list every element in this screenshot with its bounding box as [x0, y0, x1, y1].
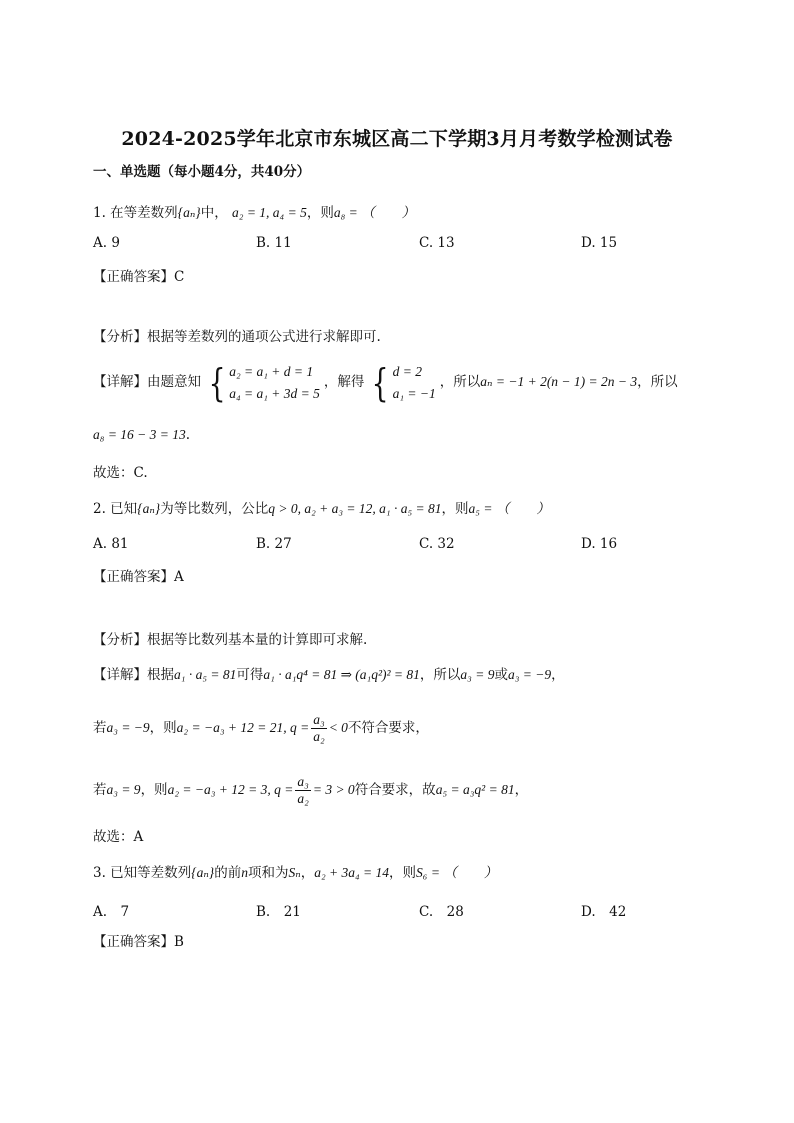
q2-d1-or: 或: [494, 667, 508, 683]
q1-analysis: 【分析】根据等差数列的通项公式进行求解即可.: [93, 329, 381, 345]
question-3-stem: [93, 863, 497, 883]
q3-stem-mid3: ，: [300, 865, 315, 881]
q2-d2-eq1: a₃ = −9: [106, 720, 150, 735]
q2-detail-line-3: [93, 772, 528, 808]
q1-equation-system-2: { d = 2 a₁ = −1: [372, 360, 436, 405]
q2-d1-pre: 【详解】根据: [93, 667, 174, 683]
q2-d3-end: ，: [514, 782, 529, 798]
q2-d3-denominator: a₂: [297, 791, 309, 806]
q1-stem-mid: 中，: [200, 205, 228, 221]
question-1-stem: [93, 203, 415, 223]
q3-option-d: D. 42: [581, 904, 627, 920]
q2-d3-eq4: a₅ = a₃q² = 81: [435, 782, 515, 797]
q2-d1-eq1: a₁ · a₅ = 81: [174, 667, 237, 682]
q2-d3-pre: 若: [93, 782, 107, 798]
q3-stem-pre: 3. 已知等差数列: [93, 865, 192, 881]
q2-d1-eq2: a₁ · a₁q⁴ = 81 ⇒ (a₁q²)² = 81: [263, 667, 420, 682]
q1-condition: a₂ = 1, a₄ = 5: [232, 205, 307, 220]
q2-detail-line-1: [93, 665, 565, 685]
q3-stem-mid2: 项和为: [247, 865, 289, 881]
q2-stem-post: ，则: [441, 501, 469, 517]
q2-analysis: 【分析】根据等比数列基本量的计算即可求解.: [93, 632, 368, 648]
q1-option-a: A. 9: [93, 235, 120, 251]
q2-sequence: {aₙ}: [137, 501, 161, 516]
q1-conclusion: 故选：C.: [93, 465, 148, 481]
q2-d2-fraction: [311, 712, 326, 745]
q2-option-d: D. 16: [581, 536, 618, 552]
q1-system2-row2: a₁ = −1: [392, 385, 436, 401]
q1-system1-row1: a₂ = a₁ + d = 1: [229, 363, 314, 379]
q2-condition: q > 0, a₂ + a₃ = 12, a₁ · a₅ = 81: [268, 501, 442, 516]
q2-d1-eq3: a₃ = 9: [460, 667, 495, 682]
q2-d3-eq2: a₂ = −a₃ + 12 = 3, q =: [167, 782, 294, 797]
q2-d3-post: 符合要求，故: [354, 782, 436, 798]
q3-n: n: [241, 865, 248, 880]
q2-d2-eq3: < 0: [328, 720, 348, 735]
q3-answer: 【正确答案】B: [93, 934, 184, 950]
q1-result-end: .: [185, 427, 191, 443]
q2-detail-line-2: [93, 710, 429, 746]
q3-option-c: C. 28: [419, 904, 464, 920]
q1-result: a₈ = 16 − 3 = 13: [93, 427, 186, 442]
q2-option-a: A. 81: [93, 536, 129, 552]
section-heading: 一、单选题（每小题4分，共40分）: [93, 164, 311, 180]
q1-ask: a₈ = （ ）: [333, 205, 416, 220]
q3-stem-post: ，则: [389, 865, 417, 881]
q2-answer: 【正确答案】A: [93, 569, 184, 585]
q1-system2-row1: d = 2: [392, 363, 422, 379]
q2-d1-eq4: a₃ = −9: [507, 667, 552, 682]
q2-d2-post: 不符合要求，: [347, 720, 429, 736]
q3-sequence: {aₙ}: [191, 865, 215, 880]
q1-option-b: B. 11: [256, 235, 292, 251]
q3-stem-mid: 的前: [214, 865, 242, 881]
q1-stem-pre: 1. 在等差数列: [93, 205, 178, 221]
q3-sn: Sₙ: [288, 865, 301, 880]
q1-answer: 【正确答案】C: [93, 269, 185, 285]
q1-stem-post: ，则: [306, 205, 334, 221]
q2-option-c: C. 32: [419, 536, 455, 552]
q2-conclusion: 故选：A: [93, 829, 144, 845]
q1-detail-mid2: ，所以: [439, 374, 481, 390]
q3-option-a: A. 7: [93, 904, 130, 920]
q1-system1-row2: a₄ = a₁ + 3d = 5: [229, 385, 320, 401]
q2-d2-eq2: a₂ = −a₃ + 12 = 21, q =: [176, 720, 310, 735]
q2-stem-mid: 为等比数列，公比: [160, 501, 269, 517]
page-title: 2024-2025学年北京市东城区高二下学期3月月考数学检测试卷: [121, 128, 673, 150]
q2-ask: a₅ = （ ）: [468, 501, 550, 516]
q1-detail: [93, 360, 678, 405]
q2-d3-fraction: [295, 774, 310, 807]
q1-equation-system-1: { a₂ = a₁ + d = 1 a₄ = a₁ + 3d = 5: [208, 360, 320, 405]
q2-d3-mid: ，则: [140, 782, 168, 798]
q3-ask: S₆ = （ ）: [416, 865, 498, 880]
q2-d3-eq1: a₃ = 9: [106, 782, 141, 797]
q2-d3-numerator: a₃: [297, 774, 309, 789]
q1-detail-post: ，所以: [637, 374, 678, 390]
q2-d2-denominator: a₂: [313, 729, 325, 744]
q1-option-d: D. 15: [581, 235, 618, 251]
q1-result-line: [93, 425, 190, 445]
q2-d2-numerator: a₃: [313, 712, 325, 727]
q2-d1-mid2: ，所以: [419, 667, 461, 683]
question-2-stem: [93, 499, 550, 519]
q2-d1-end: ，: [551, 667, 565, 683]
q1-option-c: C. 13: [419, 235, 455, 251]
q3-condition: a₂ + 3a₄ = 14: [314, 865, 390, 880]
q1-sequence: {aₙ}: [177, 205, 201, 220]
q1-detail-mid: ，解得: [323, 374, 365, 390]
q2-d3-eq3: = 3 > 0: [312, 782, 355, 797]
q2-stem-pre: 2. 已知: [93, 501, 138, 517]
q1-formula: aₙ = −1 + 2(n − 1) = 2n − 3: [480, 374, 638, 389]
q1-detail-pre: 【详解】由题意知: [93, 374, 201, 390]
q2-d1-mid: 可得: [236, 667, 264, 683]
q2-option-b: B. 27: [256, 536, 292, 552]
q2-d2-mid: ，则: [149, 720, 177, 736]
q2-d2-pre: 若: [93, 720, 107, 736]
q3-option-b: B. 21: [256, 904, 301, 920]
